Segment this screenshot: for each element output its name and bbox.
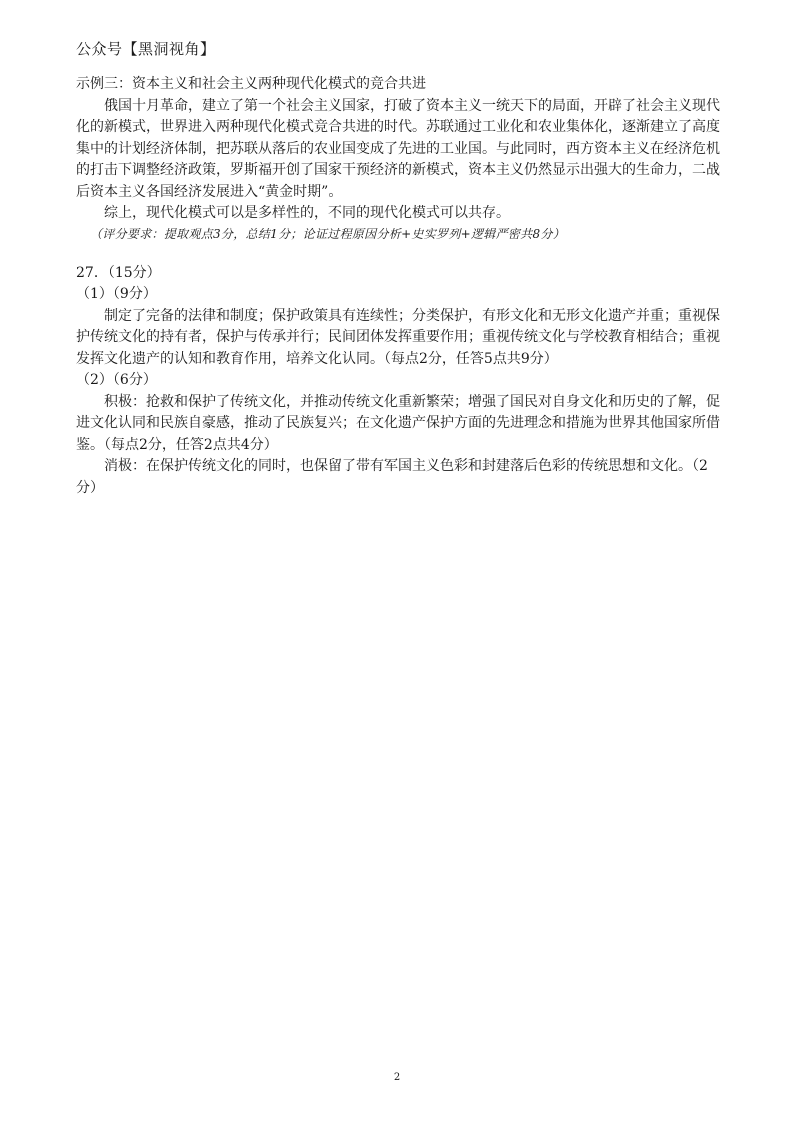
part2-label: （2）（6分） [76,372,157,388]
part1-answer: 制定了完备的法律和制度；保护政策具有连续性；分类保护，有形文化和无形文化遗产并重；重视保护传统文化的持有者，保护与传承并行；民间团体发挥重要作用；重视传统文化与学校教育相结合；重视发挥文化遗产的认知和教育作用，培养文化认同。（每点2分，任答5点共9分） [76,307,720,367]
part2-negative-answer: 消极：在保护传统文化的同时，也保留了带有军国主义色彩和封建落后色彩的传统思想和文化。（2分） [76,458,708,496]
part2-positive-answer: 积极：抢救和保护了传统文化，并推动传统文化重新繁荣；增强了国民对自身文化和历史的了解，促进文化认同和民族自豪感，推动了民族复兴；在文化遗产保护方面的先进理念和措施为世界其他国家所借鉴。（每点2分，任答2点共4分） [76,393,720,453]
question-number: 27．（15分） [76,264,161,281]
page-number: 2 [393,1072,401,1083]
section-title: 示例三：资本主义和社会主义两种现代化模式的竞合共进 [76,76,426,92]
section-spacer [76,244,726,263]
scoring-note: （评分要求：提取观点3分，总结1分；论证过程原因分析+史实罗列+逻辑严密共8分） [90,226,566,241]
page-header: 公众号【黑洞视角】 [76,40,216,58]
paragraph-conclusion: 综上，现代化模式可以是多样性的，不同的现代化模式可以共存。 [104,205,510,221]
part1-label: （1）（9分） [76,286,157,302]
paragraph-modernization: 俄国十月革命，建立了第一个社会主义国家，打破了资本主义一统天下的局面，开辟了社会主义现代化的新模式，世界进入两种现代化模式竞合共进的时代。苏联通过工业化和农业集体化，逐渐建立了高度集中的计划经济体制，把苏联从落后的农业国变成了先进的工业国。与此同时，西方资本主义在经济危机的打击下调整经济政策，罗斯福开创了国家干预经济的新模式，资本主义仍然显示出强大的生命力，二战后资本主义各国经济发展进入“黄金时期”。 [76,97,720,200]
document-body [76,74,726,499]
